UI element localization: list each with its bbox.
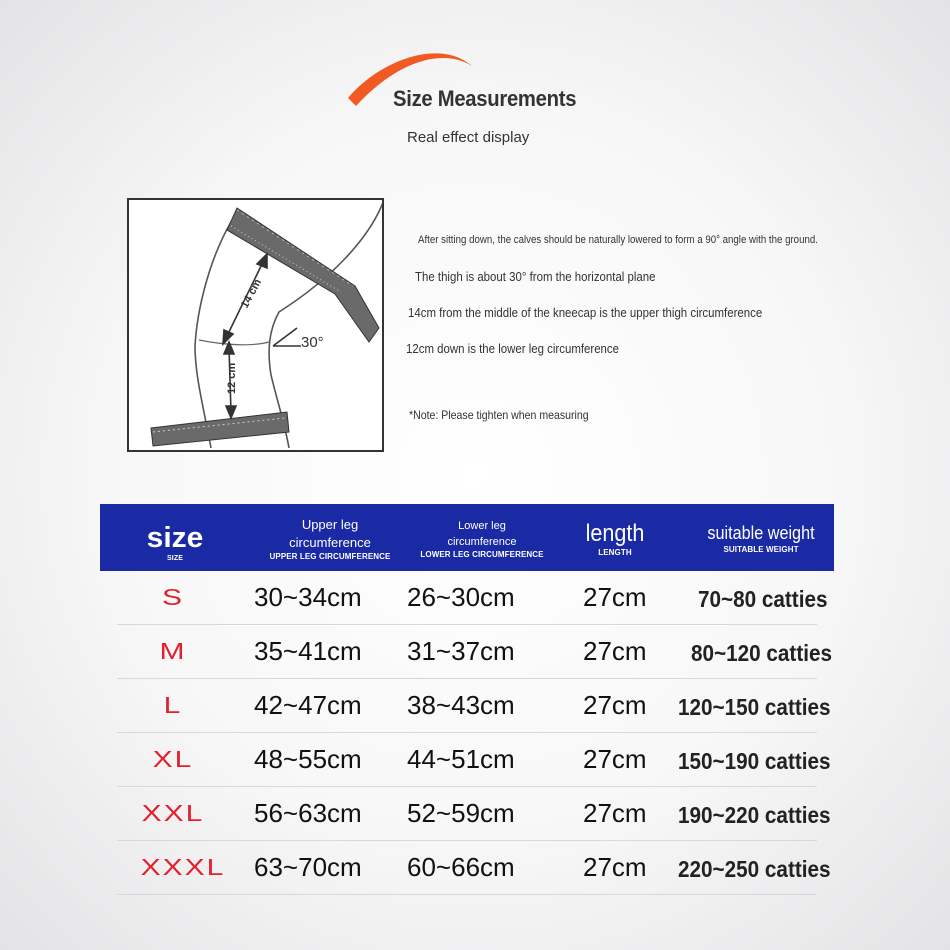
upper-tape-measure-icon bbox=[227, 208, 379, 342]
size-value: XXL bbox=[141, 800, 205, 827]
lower-leg-value: 38~43cm bbox=[407, 690, 515, 720]
lower-leg-value: 52~59cm bbox=[407, 798, 515, 828]
upper-leg-value: 56~63cm bbox=[254, 798, 362, 828]
table-row bbox=[117, 787, 831, 841]
lower-leg-value: 26~30cm bbox=[407, 582, 515, 612]
lower-measure-label: 12 cm bbox=[226, 362, 238, 394]
weight-value: 80~120 catties bbox=[691, 640, 832, 666]
length-value: 27cm bbox=[583, 798, 647, 828]
table-row bbox=[117, 571, 828, 625]
angle-label: 30° bbox=[301, 334, 324, 351]
table-row bbox=[117, 733, 831, 787]
column-header-upper-leg: Upper leg circumference UPPER LEG CIRCUMFERENCE bbox=[269, 517, 391, 561]
note-line: After sitting down, the calves should be naturally lowered to form a 90° angle with the ground. bbox=[418, 234, 818, 246]
upper-leg-value: 48~55cm bbox=[254, 744, 362, 774]
weight-value: 70~80 catties bbox=[698, 586, 828, 612]
table-header bbox=[100, 504, 834, 571]
weight-value: 120~150 catties bbox=[678, 694, 831, 720]
note-line: 14cm from the middle of the kneecap is the upper thigh circumference bbox=[408, 305, 763, 320]
lower-tape-measure-icon bbox=[151, 412, 289, 446]
weight-value: 190~220 catties bbox=[678, 802, 831, 828]
length-value: 27cm bbox=[583, 582, 647, 612]
upper-leg-value: 35~41cm bbox=[254, 636, 362, 666]
table-row bbox=[117, 625, 832, 679]
size-table bbox=[100, 504, 834, 895]
table-body bbox=[100, 571, 834, 895]
length-value: 27cm bbox=[583, 852, 647, 882]
upper-leg-value: 30~34cm bbox=[254, 582, 362, 612]
note-line: *Note: Please tighten when measuring bbox=[409, 408, 589, 422]
size-value: XXXL bbox=[140, 854, 226, 881]
length-value: 27cm bbox=[583, 744, 647, 774]
lower-leg-value: 31~37cm bbox=[407, 636, 515, 666]
weight-value: 220~250 catties bbox=[678, 856, 831, 882]
lower-leg-value: 44~51cm bbox=[407, 744, 515, 774]
size-value: L bbox=[163, 692, 183, 719]
size-value: XL bbox=[152, 746, 194, 773]
page-title: Size Measurements bbox=[393, 86, 577, 111]
column-header-size: size SIZE bbox=[146, 522, 204, 562]
note-line: 12cm down is the lower leg circumference bbox=[406, 341, 620, 356]
column-header-lower-leg: Lower leg circumference LOWER LEG CIRCUMFERENCE bbox=[420, 520, 544, 559]
upper-leg-value: 42~47cm bbox=[254, 690, 362, 720]
knee-illustration-icon bbox=[129, 200, 382, 450]
size-value: M bbox=[159, 638, 187, 665]
weight-value: 150~190 catties bbox=[678, 748, 831, 774]
length-value: 27cm bbox=[583, 690, 647, 720]
upper-leg-value: 63~70cm bbox=[254, 852, 362, 882]
table-row bbox=[117, 679, 831, 733]
column-header-length: length LENGTH bbox=[585, 520, 645, 557]
note-line: The thigh is about 30° from the horizontal plane bbox=[415, 269, 656, 284]
lower-leg-value: 60~66cm bbox=[407, 852, 515, 882]
length-value: 27cm bbox=[583, 636, 647, 666]
column-header-weight: suitable weight SUITABLE WEIGHT bbox=[707, 523, 815, 554]
knee-measurement-diagram bbox=[127, 198, 384, 452]
upper-measure-label: 14 cm bbox=[238, 277, 265, 311]
table-row bbox=[117, 841, 831, 895]
page-subtitle: Real effect display bbox=[407, 129, 530, 146]
header bbox=[0, 0, 950, 170]
size-value: S bbox=[161, 584, 184, 611]
